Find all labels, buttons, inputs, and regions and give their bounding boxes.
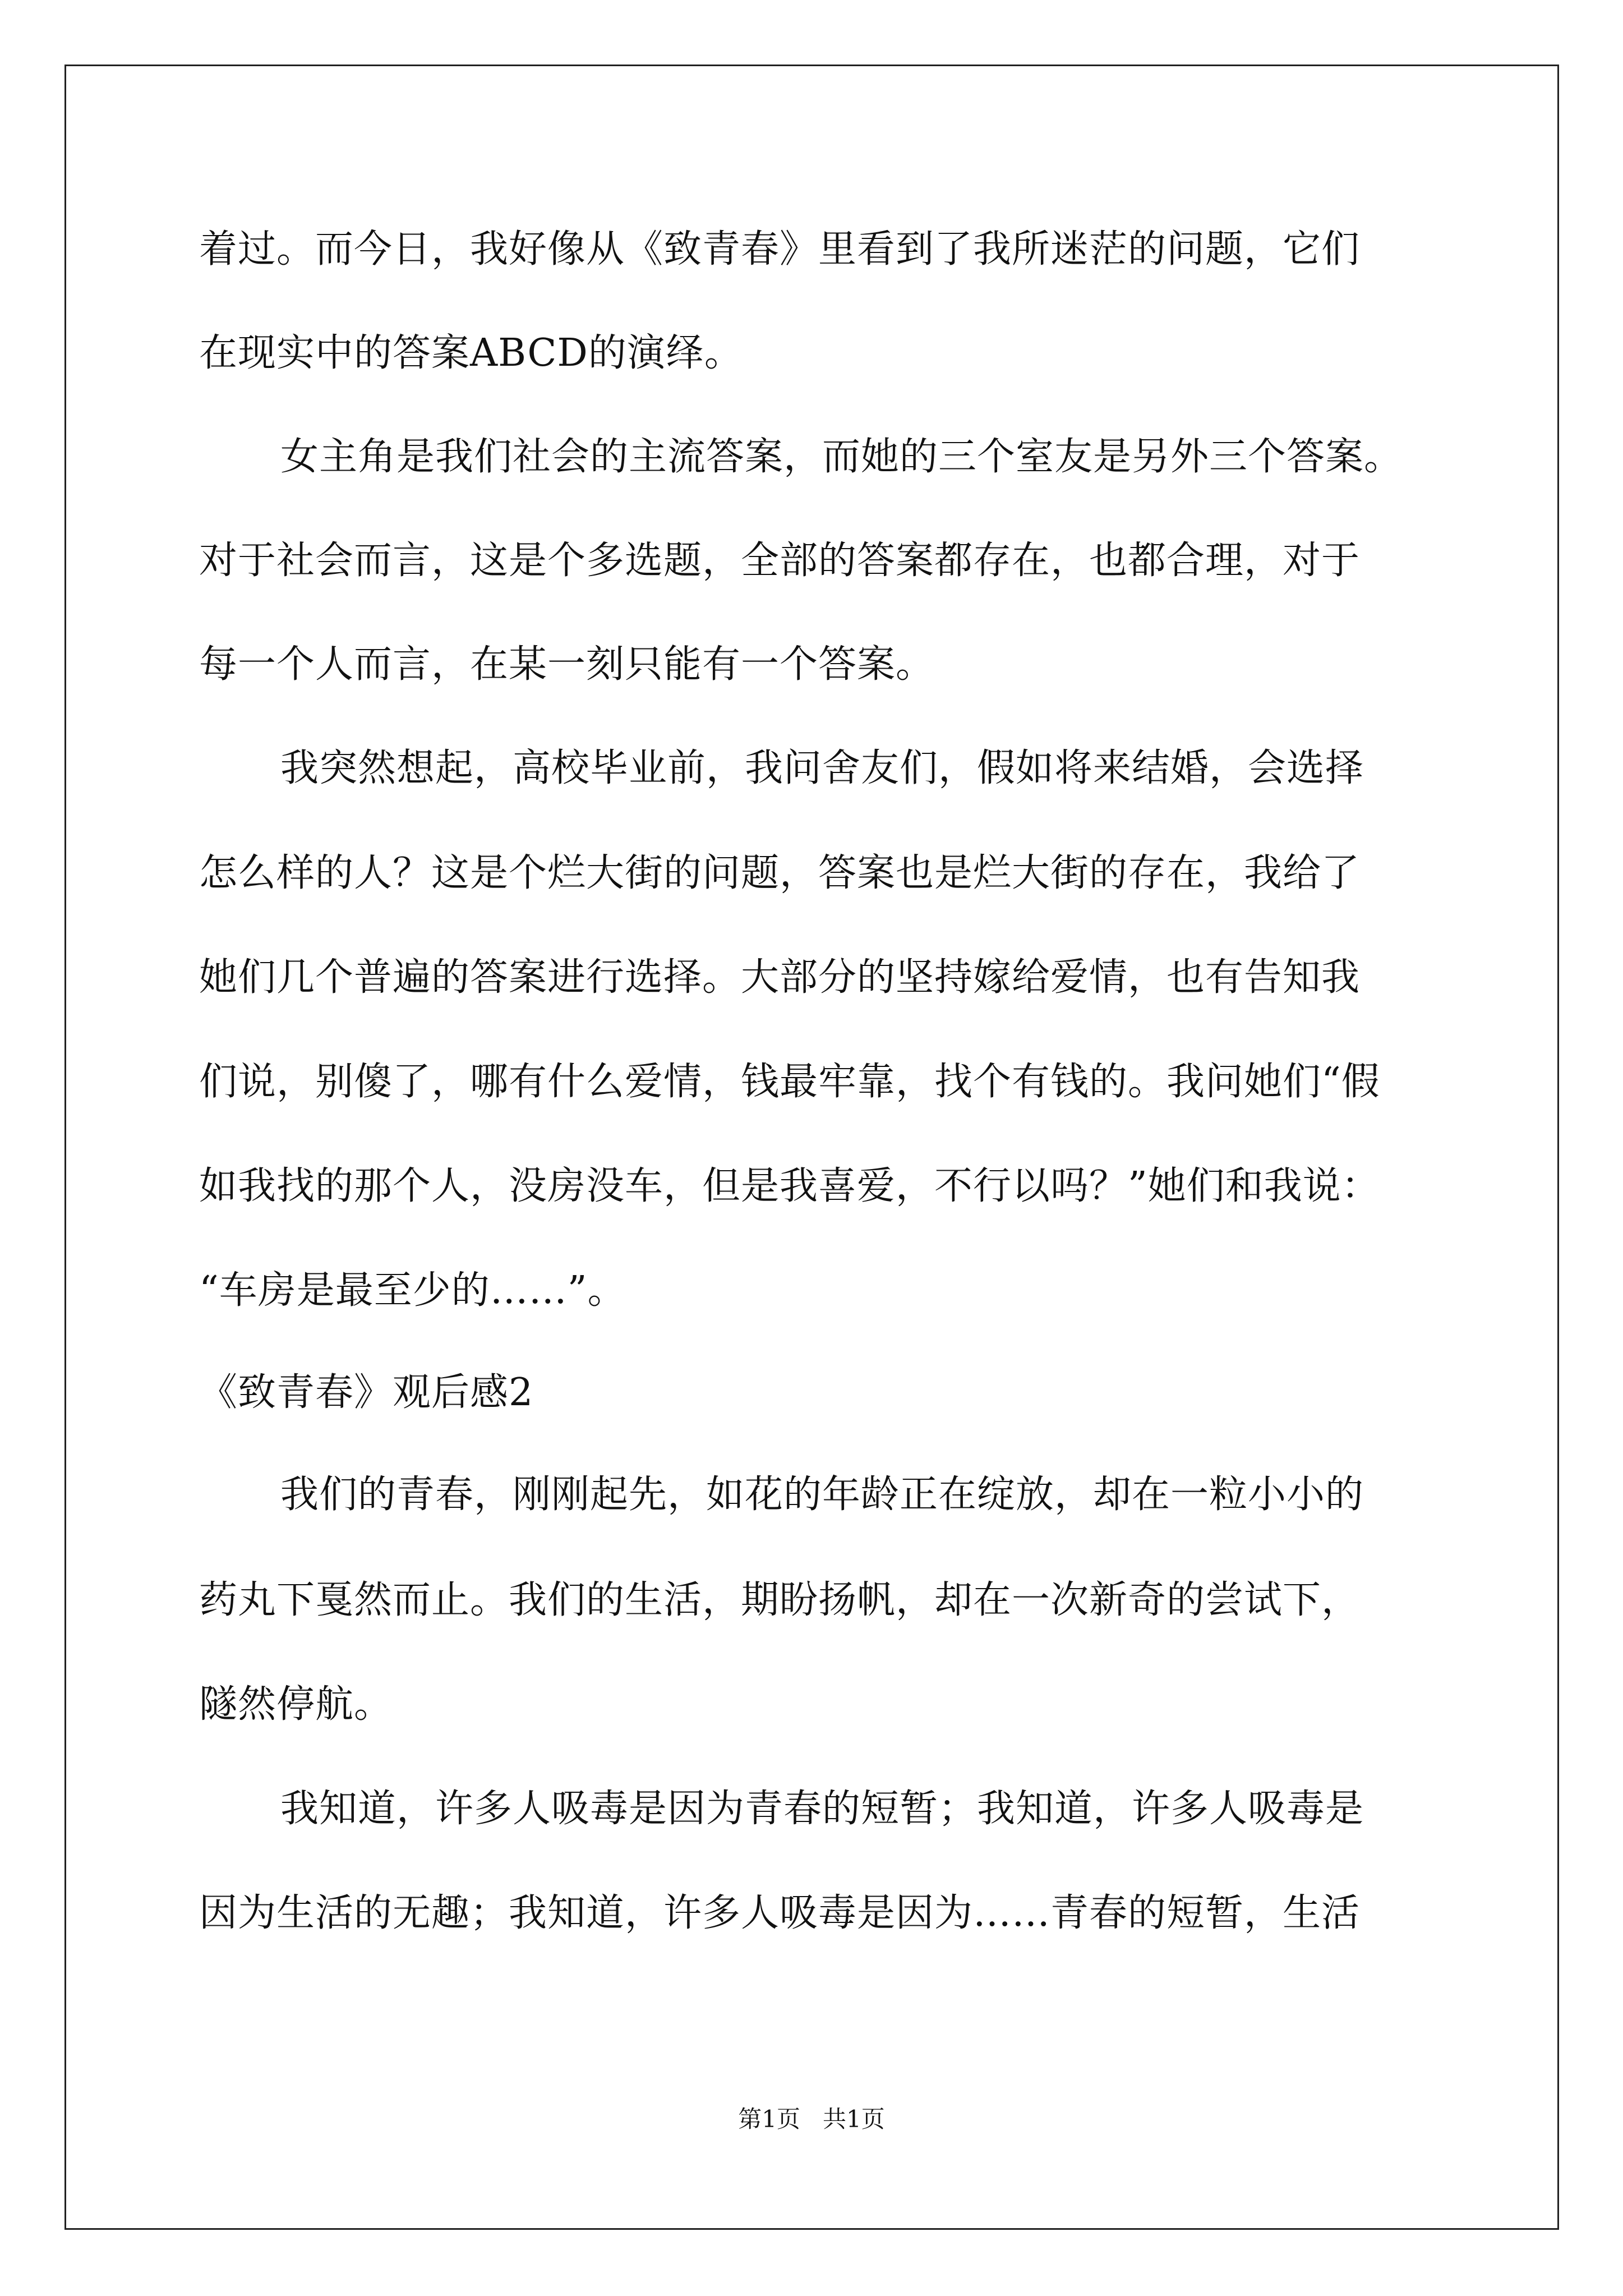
paragraph-start-line: 我知道，许多人吸毒是因为青春的短暂；我知道，许多人吸毒是 (280, 1787, 1364, 1831)
paragraph-start-line: 我突然想起，高校毕业前，我问舍友们，假如将来结婚，会选择 (280, 746, 1364, 790)
page-number-footer: 第1页 共1页 (738, 2105, 885, 2133)
text-line: 如我找的那个人，没房没车，但是我喜爱，不行以吗？”她们和我说： (199, 1164, 1380, 1208)
text-line: 在现实中的答案ABCD的演绎。 (199, 331, 743, 375)
text-line: “车房是最至少的……”。 (199, 1268, 626, 1313)
paragraph-start-line: 我们的青春，刚刚起先，如花的年龄正在绽放，却在一粒小小的 (280, 1473, 1364, 1517)
text-line: 因为生活的无趣；我知道，许多人吸毒是因为……青春的短暂，生活 (199, 1891, 1361, 1935)
text-line: 们说，别傻了，哪有什么爱情，钱最牢靠，找个有钱的。我问她们“假 (199, 1060, 1380, 1104)
text-line: 对于社会而言，这是个多选题，全部的答案都存在，也都合理，对于 (199, 539, 1361, 583)
text-line: 怎么样的人？这是个烂大街的问题，答案也是烂大街的存在，我给了 (199, 851, 1361, 895)
text-line: 着过。而今日，我好像从《致青春》里看到了我所迷茫的问题，它们 (199, 227, 1361, 272)
paragraph-start-line: 女主角是我们社会的主流答案，而她的三个室友是另外三个答案。 (280, 435, 1403, 479)
text-line: 药丸下戛然而止。我们的生活，期盼扬帆，却在一次新奇的尝试下， (199, 1578, 1361, 1622)
section-heading: 《致青春》观后感2 (199, 1370, 534, 1415)
text-line: 她们几个普遍的答案进行选择。大部分的坚持嫁给爱情，也有告知我 (199, 955, 1361, 1000)
text-line: 每一个人而言，在某一刻只能有一个答案。 (199, 642, 935, 687)
text-line: 隧然停航。 (199, 1682, 393, 1727)
